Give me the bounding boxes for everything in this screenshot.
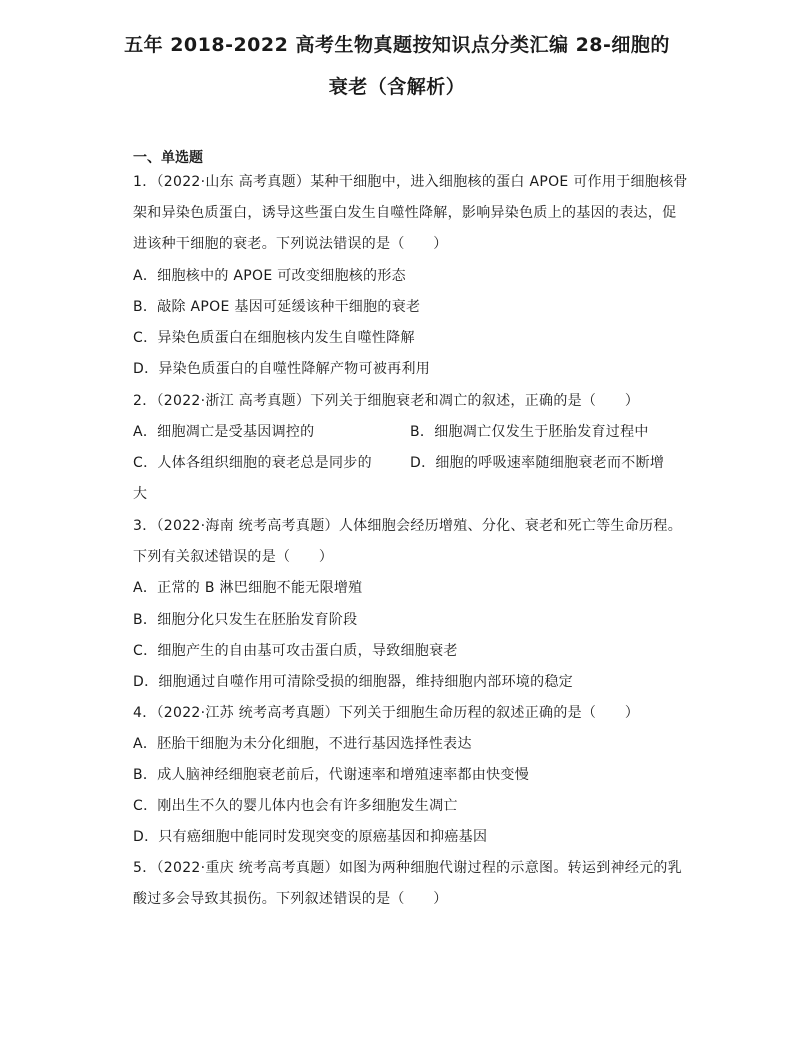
question-1-stem-line-1: 1．（2022·山东 高考真题）某种干细胞中，进入细胞核的蛋白 APOE 可作用于细胞核骨: [133, 174, 688, 190]
question-1-stem-line-3: 进该种干细胞的衰老。下列说法错误的是（ ）: [133, 236, 448, 252]
question-1-option-c: C．异染色质蛋白在细胞核内发生自噬性降解: [133, 330, 415, 346]
question-1-option-b: B．敲除 APOE 基因可延缓该种干细胞的衰老: [133, 299, 421, 315]
question-1-stem-line-2: 架和异染色质蛋白，诱导这些蛋白发生自噬性降解，影响异染色质上的基因的表达，促: [133, 205, 677, 221]
question-2-option-a: A．细胞凋亡是受基因调控的: [133, 424, 315, 440]
question-4-option-d: D．只有癌细胞中能同时发现突变的原癌基因和抑癌基因: [133, 829, 488, 845]
question-1-option-d: D．异染色质蛋白的自噬性降解产物可被再利用: [133, 361, 431, 377]
question-2-option-d: D．细胞的呼吸速率随细胞衰老而不断增: [410, 455, 665, 471]
question-2-option-c: C．人体各组织细胞的衰老总是同步的: [133, 455, 372, 471]
question-3-option-b: B．细胞分化只发生在胚胎发育阶段: [133, 612, 358, 628]
document-title-line-2: 衰老（含解析）: [328, 76, 466, 98]
question-4-option-a: A．胚胎干细胞为未分化细胞，不进行基因选择性表达: [133, 736, 472, 752]
question-4-stem-line-1: 4．（2022·江苏 统考高考真题）下列关于细胞生命历程的叙述正确的是（ ）: [133, 705, 640, 721]
question-2-stem-line-1: 2．（2022·浙江 高考真题）下列关于细胞衰老和凋亡的叙述，正确的是（ ）: [133, 393, 640, 409]
question-3-option-c: C．细胞产生的自由基可攻击蛋白质，导致细胞衰老: [133, 643, 458, 659]
question-3-option-a: A．正常的 B 淋巴细胞不能无限增殖: [133, 580, 363, 596]
question-1-option-a: A．细胞核中的 APOE 可改变细胞核的形态: [133, 268, 406, 284]
question-4-option-c: C．刚出生不久的婴儿体内也会有许多细胞发生凋亡: [133, 798, 458, 814]
question-5-stem-line-2: 酸过多会导致其损伤。下列叙述错误的是（ ）: [133, 891, 448, 907]
question-4-option-b: B．成人脑神经细胞衰老前后，代谢速率和增殖速率都由快变慢: [133, 767, 530, 783]
section-heading: 一、单选题: [133, 150, 203, 166]
question-2-option-b: B．细胞凋亡仅发生于胚胎发育过程中: [410, 424, 649, 440]
question-2-option-d-wrap: 大: [133, 486, 148, 502]
question-3-stem-line-1: 3．（2022·海南 统考高考真题）人体细胞会经历增殖、分化、衰老和死亡等生命历程。: [133, 518, 683, 534]
document-title-line-1: 五年 2018-2022 高考生物真题按知识点分类汇编 28-细胞的: [124, 34, 670, 56]
question-3-option-d: D．细胞通过自噬作用可清除受损的细胞器，维持细胞内部环境的稳定: [133, 674, 574, 690]
question-3-stem-line-2: 下列有关叙述错误的是（ ）: [133, 549, 334, 565]
question-5-stem-line-1: 5．（2022·重庆 统考高考真题）如图为两种细胞代谢过程的示意图。转运到神经元的乳: [133, 860, 683, 876]
